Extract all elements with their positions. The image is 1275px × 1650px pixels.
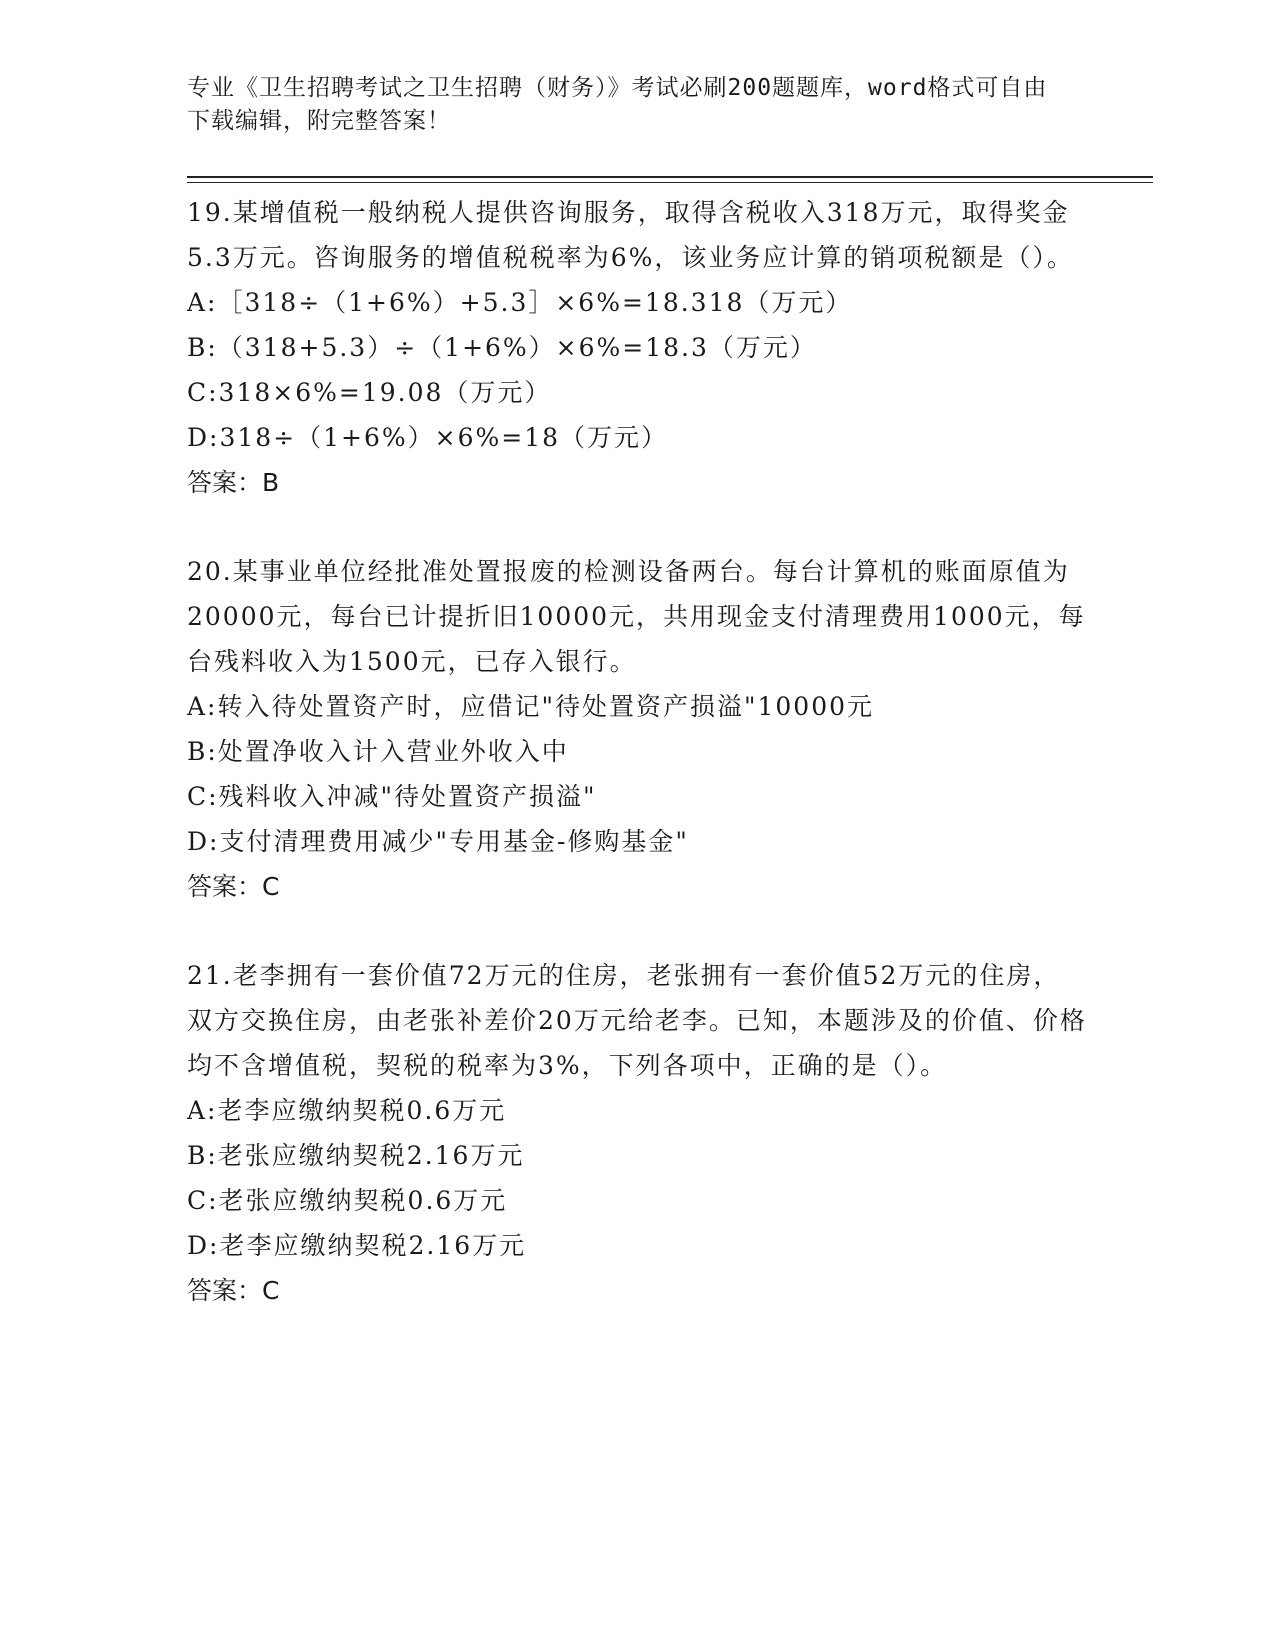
option-a: A:老李应缴纳契税0.6万元 [187,1096,507,1125]
document-header: 专业《卫生招聘考试之卫生招聘（财务）》考试必刷200题题库，word格式可自由下载编辑，附完整答案！ [187,75,1048,134]
answer-line: 答案：C [187,872,280,901]
question-21 [187,953,1087,1313]
question-stem: 20.某事业单位经批准处置报废的检测设备两台。每台计算机的账面原值为20000元，每台已计提折旧10000元，共用现金支付清理费用1000元，每台残料收入为1500元，已存入银行。 [187,557,1086,676]
option-a: A:转入待处置资产时，应借记"待处置资产损溢"10000元 [187,692,875,721]
answer-line: 答案：C [187,1276,280,1305]
option-b: B:（318+5.3）÷（1+6%）×6%=18.3（万元） [187,333,817,362]
answer-line: 答案：B [187,468,280,497]
option-d: D:支付清理费用减少"专用基金-修购基金" [187,827,689,856]
question-19 [187,190,1087,505]
question-stem: 21.老李拥有一套价值72万元的住房，老张拥有一套价值52万元的住房，双方交换住房，由老张补差价20万元给老李。已知，本题涉及的价值、价格均不含增值税，契税的税率为3%，下列各项中，正确的是（）。 [187,961,1087,1080]
option-b: B:老张应缴纳契税2.16万元 [187,1141,525,1170]
header-divider-thin [187,182,1153,183]
option-a: A:［318÷（1+6%）+5.3］×6%=18.318（万元） [187,288,853,317]
question-list [187,190,1087,1357]
question-20 [187,549,1087,909]
option-d: D:老李应缴纳契税2.16万元 [187,1231,527,1260]
option-c: C:老张应缴纳契税0.6万元 [187,1186,508,1215]
option-c: C:残料收入冲减"待处置资产损溢" [187,782,597,811]
option-b: B:处置净收入计入营业外收入中 [187,737,569,766]
header-divider-thick [187,176,1153,178]
option-c: C:318×6%=19.08（万元） [187,378,552,407]
question-stem: 19.某增值税一般纳税人提供咨询服务，取得含税收入318万元，取得奖金5.3万元。咨询服务的增值税税率为6%，该业务应计算的销项税额是（）。 [187,198,1074,272]
option-d: D:318÷（1+6%）×6%=18（万元） [187,423,669,452]
